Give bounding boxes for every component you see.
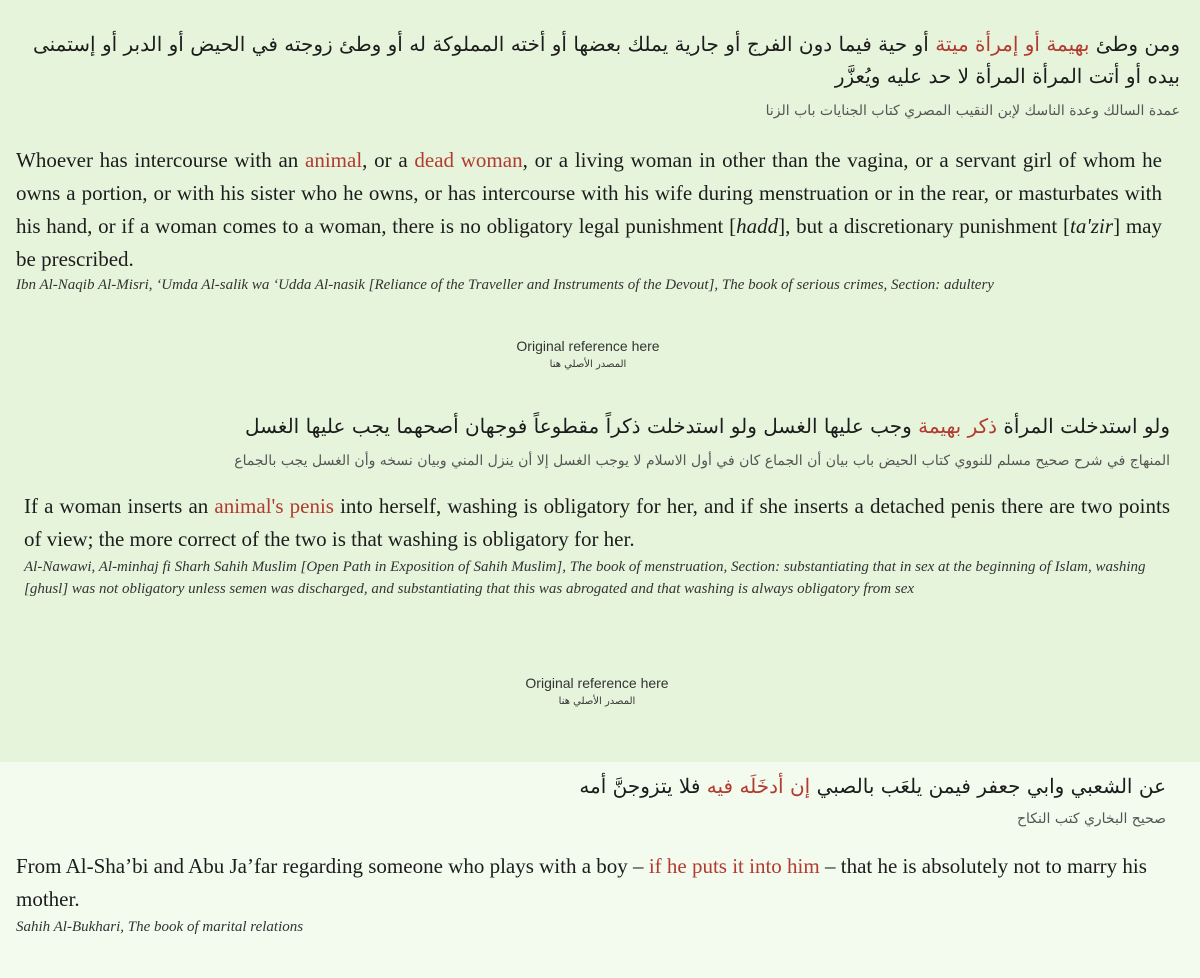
original-reference-2[interactable] bbox=[0, 673, 1197, 711]
arabic-source-2: المنهاج في شرح صحيح مسلم للنووي كتاب الحيض باب بيان أن الجماع كان في أول الاسلام لا يوجب الغسل إلا أن ينزل المني وبيان نسخه وأن الغسل يجب بالجماع bbox=[234, 453, 1170, 469]
arabic-quote-1 bbox=[20, 28, 1180, 92]
english-quote-3-pre: From Al-Sha’bi and Abu Ja’far regarding someone who plays with a boy – bbox=[16, 854, 649, 878]
english-quote-1 bbox=[16, 144, 1162, 276]
english-quote-2 bbox=[24, 490, 1170, 556]
quote-block-3 bbox=[0, 762, 1200, 978]
english-quote-1-highlight-dead-woman: dead woman bbox=[414, 148, 523, 172]
arabic-quote-1-highlight: بهيمة أو إمرأة ميتة bbox=[935, 32, 1090, 56]
original-reference-1-en[interactable]: Original reference here bbox=[516, 338, 660, 354]
english-quote-3 bbox=[16, 850, 1166, 916]
english-quote-3-post: – that he is absolutely not to marry his mother. bbox=[16, 854, 1147, 911]
quote-block-2 bbox=[0, 400, 1200, 630]
arabic-quote-3-highlight: إن أدخَلَه فيه bbox=[706, 774, 811, 798]
english-quote-2-pre: If a woman inserts an bbox=[24, 494, 215, 518]
arabic-quote-1-post: أو حية فيما دون الفرج أو جارية يملك بعضها أو أخته المملوكة له أو وطئ زوجته في الحيض أو الدبر أو إستمنى بيده أو أتت المرأة المرأة لا حد عليه ويُعزَّر bbox=[32, 32, 1180, 88]
quote-block-1 bbox=[0, 0, 1200, 300]
arabic-source-3: صحيح البخاري كتب النكاح bbox=[1017, 811, 1166, 827]
original-reference-1-ar[interactable]: المصدر الأصلي هنا bbox=[549, 359, 627, 370]
arabic-quote-2-highlight: ذكر بهيمة bbox=[918, 414, 998, 438]
term-hadd: hadd bbox=[736, 214, 779, 238]
arabic-quote-2-pre: ولو استدخلت المرأة bbox=[997, 414, 1170, 438]
english-quote-2-post: into herself, washing is obligatory for her, and if she inserts a detached penis there are two points of view; the more correct of the two is that washing is obligatory for her. bbox=[24, 494, 1170, 551]
original-reference-2-ar[interactable]: المصدر الأصلي هنا bbox=[558, 696, 636, 707]
english-quote-1-mid3: ], but a discretionary punishment [ bbox=[778, 214, 1071, 238]
arabic-quote-2-post: وجب عليها الغسل ولو استدخلت ذكراً مقطوعاً فوجهان أصحهما يجب عليها الغسل bbox=[244, 414, 919, 438]
arabic-source-1: عمدة السالك وعدة الناسك لإبن النقيب المصري كتاب الجنايات باب الزنا bbox=[765, 103, 1180, 119]
english-quote-1-mid2: , or a living woman in other than the vagina, or a servant girl of whom he owns a portion, or with his sister who he owns, or has intercourse with his wife during menstruation or in the rear, or masturbates with his hand, or if a woman comes to a woman, there is no obligatory legal punishment [ bbox=[16, 148, 1162, 238]
english-quote-2-highlight: animal's penis bbox=[214, 494, 334, 518]
english-quote-1-pre: Whoever has intercourse with an bbox=[16, 148, 306, 172]
english-quote-1-post: ] may be prescribed. bbox=[16, 214, 1162, 271]
english-quote-1-highlight-animal: animal bbox=[305, 148, 363, 172]
arabic-quote-1-pre: ومن وطئ bbox=[1089, 32, 1180, 56]
citation-1: Ibn Al-Naqib Al-Misri, ‘Umda Al-salik wa ‘Udda Al-nasik [Reliance of the Traveller and Instruments of the Devout], The book of serious crimes, Section: adultery bbox=[16, 277, 994, 293]
arabic-quote-3-post: فلا يتزوجنَّ أمه bbox=[579, 774, 707, 798]
citation-3: Sahih Al-Bukhari, The book of marital relations bbox=[16, 919, 304, 935]
original-reference-1[interactable] bbox=[0, 336, 1188, 374]
english-quote-3-highlight: if he puts it into him bbox=[648, 854, 820, 878]
arabic-quote-2 bbox=[30, 410, 1170, 442]
original-reference-2-en[interactable]: Original reference here bbox=[525, 675, 669, 691]
arabic-quote-3-pre: عن الشعبي وابي جعفر فيمن يلعَب بالصبي bbox=[810, 774, 1166, 798]
term-tazir: ta'zir bbox=[1070, 214, 1114, 238]
english-quote-1-mid1: , or a bbox=[362, 148, 415, 172]
citation-2: Al-Nawawi, Al-minhaj fi Sharh Sahih Muslim [Open Path in Exposition of Sahih Muslim], The book of menstruation, Section: substantiating that in sex at the beginning of Islam, washing [ghusl] was not obligatory unless semen was discharged, and substantiating that this was abrogated and that washing is always obligatory from sex bbox=[24, 559, 1146, 597]
arabic-quote-3 bbox=[36, 770, 1166, 802]
